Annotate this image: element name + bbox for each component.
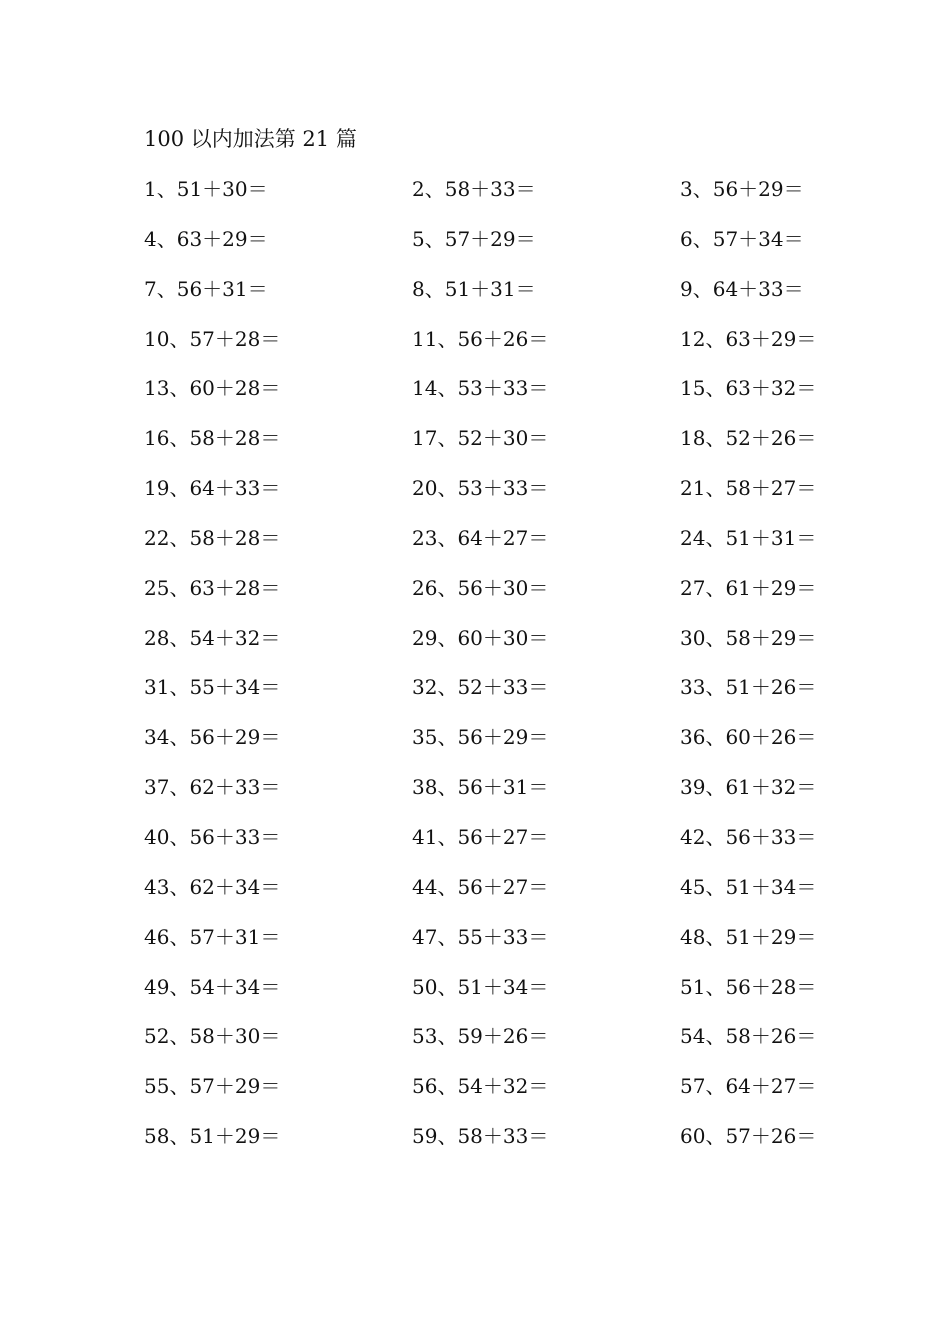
problem-item: 18、52＋26＝ <box>680 426 817 451</box>
problem-row <box>144 1121 864 1171</box>
problem-item: 4、63＋29＝ <box>144 226 268 251</box>
problem-row <box>144 922 864 972</box>
problem-row <box>144 174 864 224</box>
problem-item: 31、55＋34＝ <box>144 675 281 700</box>
problem-item: 11、56＋26＝ <box>412 326 549 351</box>
problem-row <box>144 772 864 822</box>
problem-item: 53、59＋26＝ <box>412 1024 549 1049</box>
problem-item: 20、53＋33＝ <box>412 476 549 501</box>
problem-row <box>144 1071 864 1121</box>
problem-item: 35、56＋29＝ <box>412 725 549 750</box>
problem-item: 45、51＋34＝ <box>680 874 817 899</box>
problem-item: 55、57＋29＝ <box>144 1074 281 1099</box>
problem-item: 43、62＋34＝ <box>144 874 281 899</box>
problem-item: 3、56＋29＝ <box>680 177 804 201</box>
problem-item: 59、58＋33＝ <box>412 1124 549 1149</box>
problem-row <box>144 473 864 523</box>
page-title: 100 以内加法第 21 篇 <box>144 127 357 151</box>
problem-item: 37、62＋33＝ <box>144 775 281 800</box>
problem-item: 40、56＋33＝ <box>144 824 281 849</box>
problem-item: 51、56＋28＝ <box>680 974 817 999</box>
problem-item: 58、51＋29＝ <box>144 1124 281 1149</box>
problem-item: 38、56＋31＝ <box>412 775 549 800</box>
problem-row <box>144 623 864 673</box>
problem-item: 30、58＋29＝ <box>680 625 817 650</box>
problem-item: 6、57＋34＝ <box>680 226 804 251</box>
problem-item: 2、58＋33＝ <box>412 177 536 201</box>
problem-item: 21、58＋27＝ <box>680 476 817 501</box>
problem-item: 17、52＋30＝ <box>412 426 549 451</box>
problem-row <box>144 274 864 324</box>
problem-item: 34、56＋29＝ <box>144 725 281 750</box>
problem-item: 14、53＋33＝ <box>412 376 549 401</box>
problem-item: 33、51＋26＝ <box>680 675 817 700</box>
problem-item: 28、54＋32＝ <box>144 625 281 650</box>
problem-item: 44、56＋27＝ <box>412 874 549 899</box>
problem-item: 42、56＋33＝ <box>680 824 817 849</box>
problem-row <box>144 1021 864 1071</box>
problem-item: 46、57＋31＝ <box>144 924 281 949</box>
problem-item: 8、51＋31＝ <box>412 276 536 301</box>
problem-row <box>144 722 864 772</box>
problem-item: 50、51＋34＝ <box>412 974 549 999</box>
problem-item: 47、55＋33＝ <box>412 924 549 949</box>
problem-row <box>144 423 864 473</box>
problem-item: 57、64＋27＝ <box>680 1074 817 1099</box>
problem-item: 22、58＋28＝ <box>144 525 281 550</box>
problem-row <box>144 972 864 1022</box>
problem-item: 29、60＋30＝ <box>412 625 549 650</box>
problem-item: 10、57＋28＝ <box>144 326 281 351</box>
problem-item: 54、58＋26＝ <box>680 1024 817 1049</box>
problem-item: 32、52＋33＝ <box>412 675 549 700</box>
problem-item: 19、64＋33＝ <box>144 476 281 501</box>
problem-row <box>144 573 864 623</box>
problem-item: 9、64＋33＝ <box>680 276 804 301</box>
problem-item: 60、57＋26＝ <box>680 1124 817 1149</box>
problem-item: 52、58＋30＝ <box>144 1024 281 1049</box>
problem-item: 7、56＋31＝ <box>144 276 268 301</box>
problem-item: 26、56＋30＝ <box>412 575 549 600</box>
problem-item: 23、64＋27＝ <box>412 525 549 550</box>
problem-item: 39、61＋32＝ <box>680 775 817 800</box>
problem-item: 24、51＋31＝ <box>680 525 817 550</box>
problem-item: 49、54＋34＝ <box>144 974 281 999</box>
problem-item: 41、56＋27＝ <box>412 824 549 849</box>
problem-item: 12、63＋29＝ <box>680 326 817 351</box>
problem-item: 36、60＋26＝ <box>680 725 817 750</box>
problem-row <box>144 872 864 922</box>
problem-row <box>144 822 864 872</box>
problem-item: 27、61＋29＝ <box>680 575 817 600</box>
problem-item: 15、63＋32＝ <box>680 376 817 401</box>
problem-item: 56、54＋32＝ <box>412 1074 549 1099</box>
problem-item: 1、51＋30＝ <box>144 177 268 201</box>
problem-item: 16、58＋28＝ <box>144 426 281 451</box>
problem-item: 25、63＋28＝ <box>144 575 281 600</box>
problem-row <box>144 672 864 722</box>
problem-item: 48、51＋29＝ <box>680 924 817 949</box>
problem-item: 13、60＋28＝ <box>144 376 281 401</box>
problem-item: 5、57＋29＝ <box>412 226 536 251</box>
problem-row <box>144 373 864 423</box>
problem-grid <box>144 174 864 1171</box>
problem-row <box>144 224 864 274</box>
problem-row <box>144 523 864 573</box>
problem-row <box>144 324 864 374</box>
